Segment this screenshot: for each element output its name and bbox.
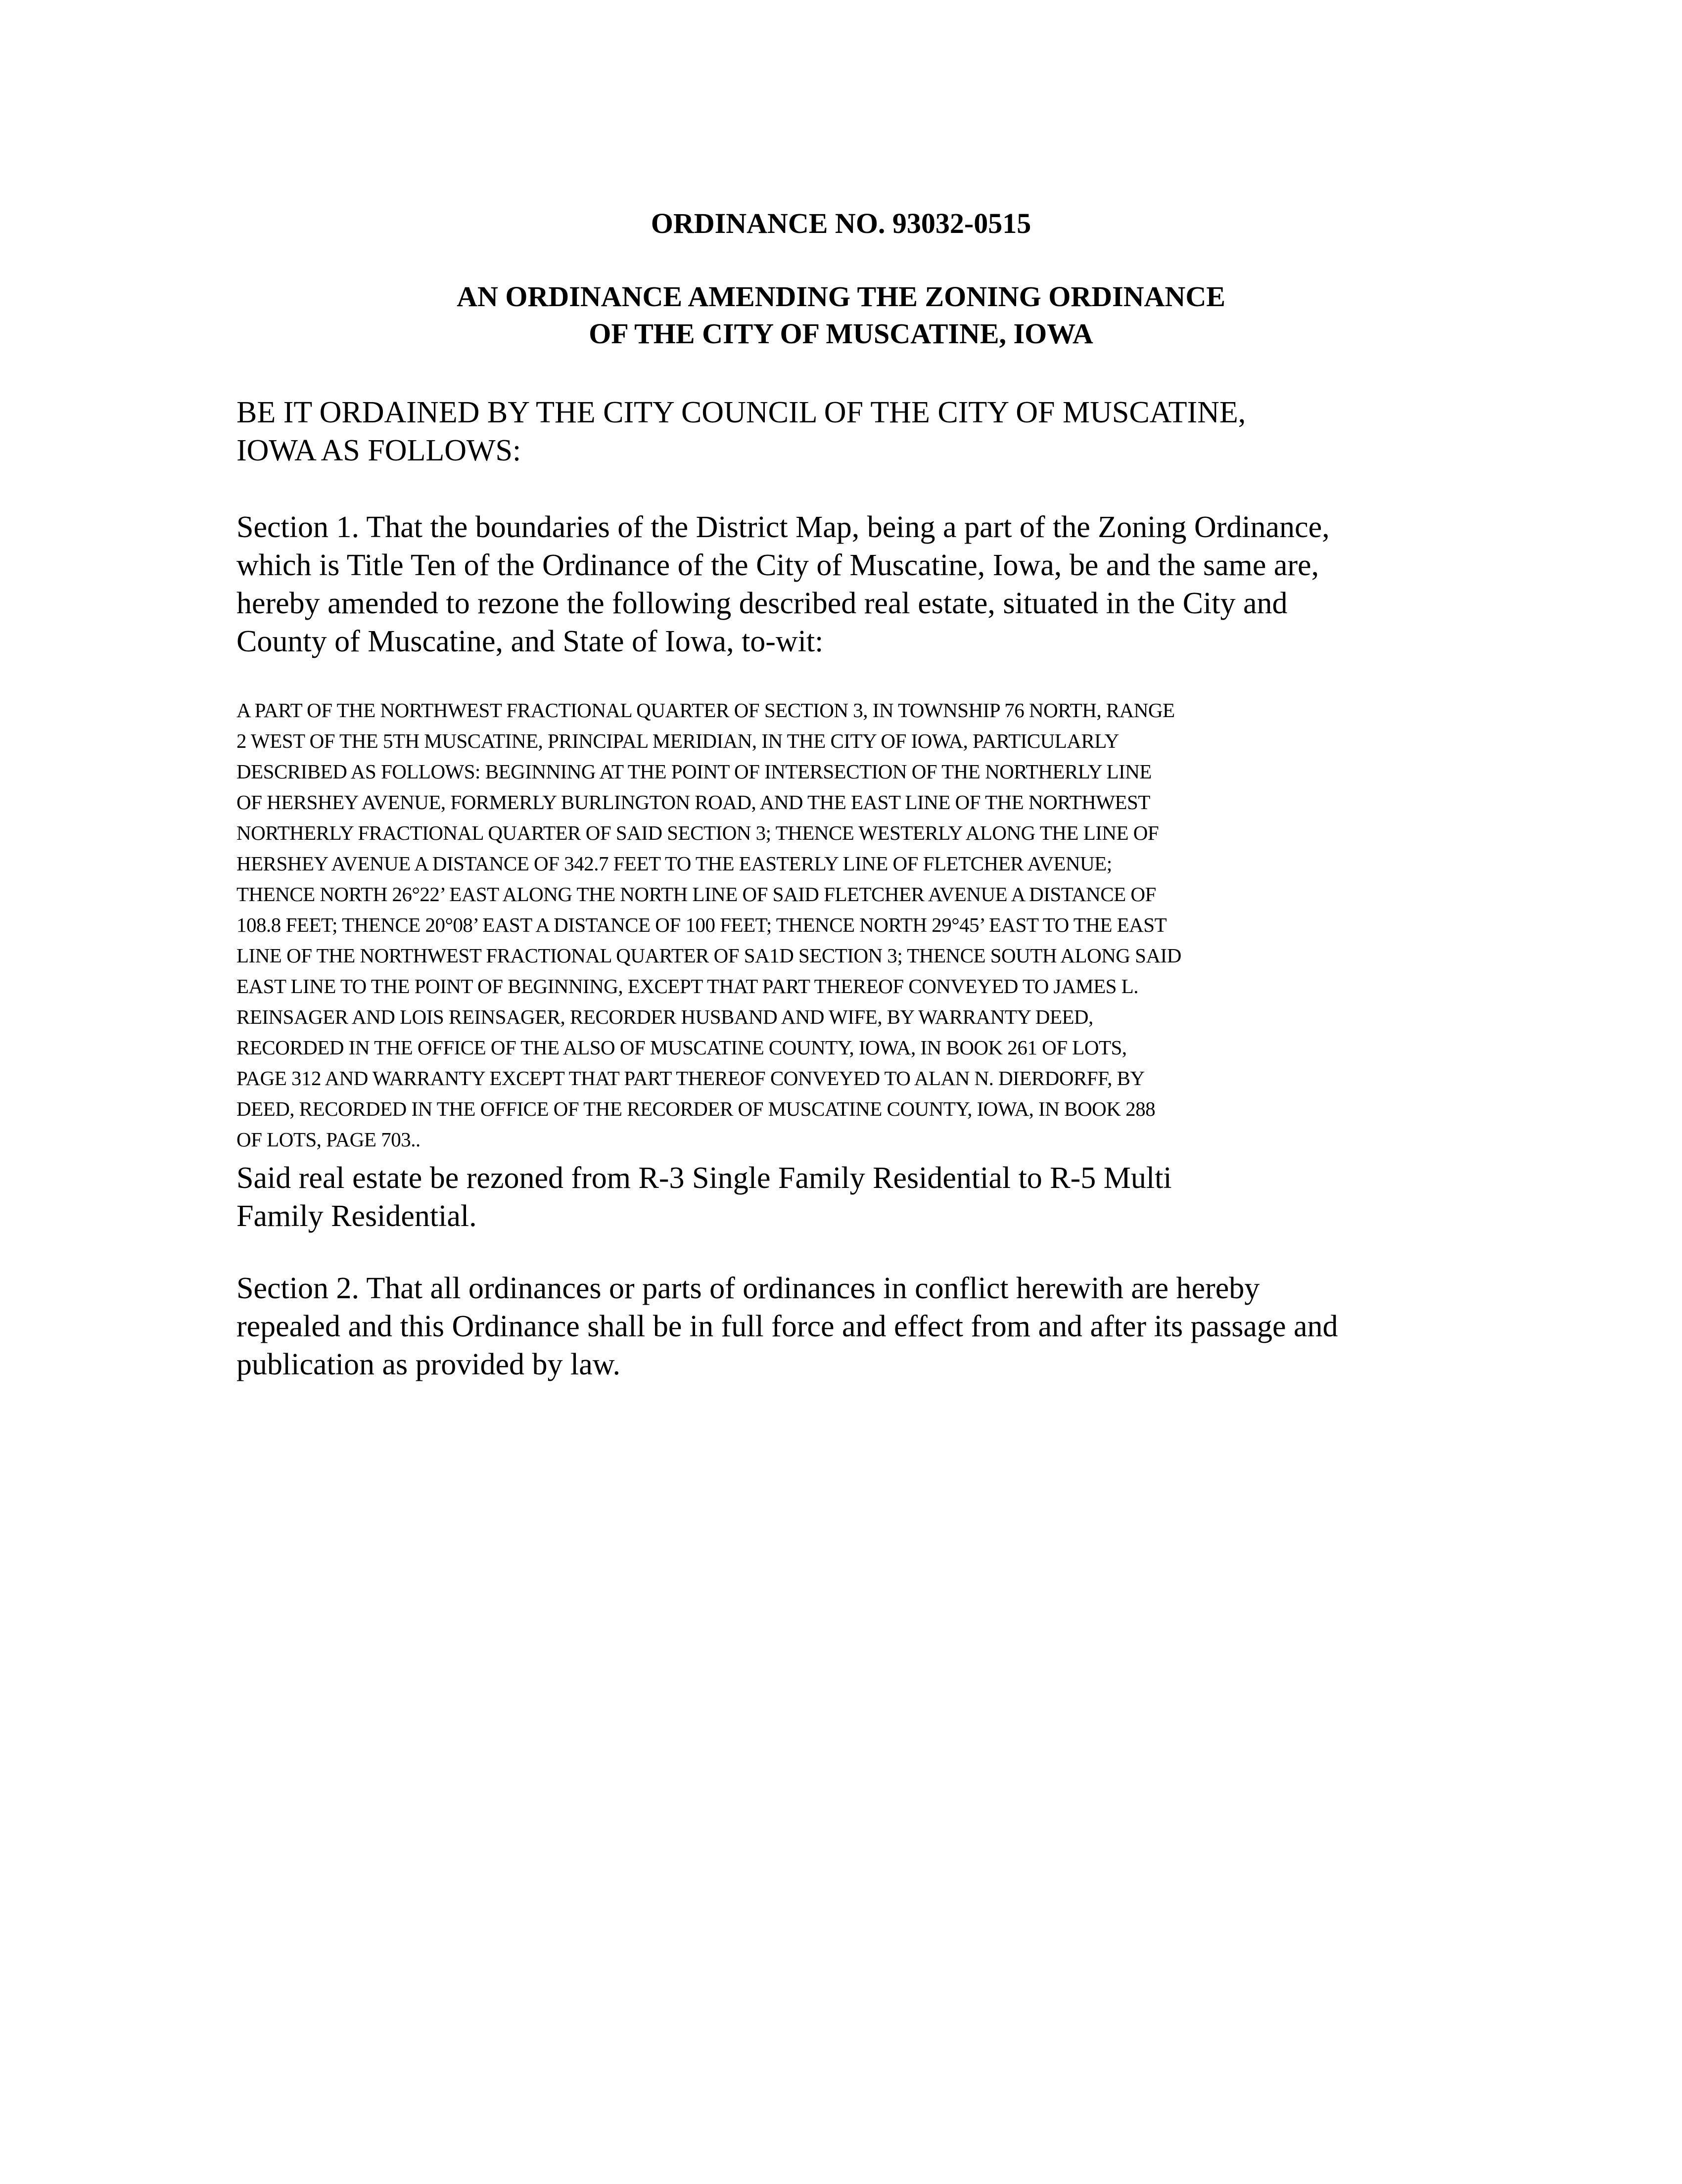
legal-description [236, 695, 1181, 1155]
legal-line: PAGE 312 AND WARRANTY EXCEPT THAT PART THEREOF CONVEYED TO ALAN N. DIERDORFF, BY [236, 1067, 1145, 1090]
legal-line: NORTHERLY FRACTIONAL QUARTER OF SAID SECTION 3; THENCE WESTERLY ALONG THE LINE OF [236, 821, 1159, 844]
text-line: hereby amended to rezone the following described real estate, situated in the City and [236, 587, 1288, 620]
text-line: Section 1. That the boundaries of the District Map, being a part of the Zoning Ordinance, [236, 510, 1330, 544]
ordinance-number-title: ORDINANCE NO. 93032-0515 [651, 207, 1031, 239]
rezone-statement [236, 1159, 1172, 1235]
enacting-clause [236, 394, 1246, 470]
text-line: publication as provided by law. [236, 1348, 620, 1381]
legal-line: 2 WEST OF THE 5TH MUSCATINE, PRINCIPAL MERIDIAN, IN THE CITY OF IOWA, PARTICULARLY [236, 729, 1119, 752]
legal-line: REINSAGER AND LOIS REINSAGER, RECORDER HUSBAND AND WIFE, BY WARRANTY DEED, [236, 1005, 1093, 1028]
text-line: IOWA AS FOLLOWS: [236, 434, 521, 467]
legal-line: RECORDED IN THE OFFICE OF THE ALSO OF MUSCATINE COUNTY, IOWA, IN BOOK 261 OF LOTS, [236, 1036, 1127, 1059]
legal-line: EAST LINE TO THE POINT OF BEGINNING, EXCEPT THAT PART THEREOF CONVEYED TO JAMES L. [236, 975, 1138, 998]
legal-line: OF LOTS, PAGE 703.. [236, 1128, 420, 1151]
text-line: repealed and this Ordinance shall be in full force and effect from and after its passage and [236, 1310, 1338, 1343]
text-line: BE IT ORDAINED BY THE CITY COUNCIL OF THE CITY OF MUSCATINE, [236, 396, 1246, 429]
text-line: Said real estate be rezoned from R-3 Single Family Residential to R-5 Multi [236, 1161, 1172, 1195]
legal-line: HERSHEY AVENUE A DISTANCE OF 342.7 FEET TO THE EASTERLY LINE OF FLETCHER AVENUE; [236, 852, 1112, 875]
text-line: Family Residential. [236, 1199, 477, 1233]
ordinance-subtitle-line-2: OF THE CITY OF MUSCATINE, IOWA [589, 318, 1093, 350]
section-1-paragraph [236, 508, 1330, 661]
ordinance-subtitle-line-1: AN ORDINANCE AMENDING THE ZONING ORDINANCE [457, 280, 1225, 313]
legal-line: DESCRIBED AS FOLLOWS: BEGINNING AT THE POINT OF INTERSECTION OF THE NORTHERLY LINE [236, 760, 1152, 783]
legal-line: OF HERSHEY AVENUE, FORMERLY BURLINGTON ROAD, AND THE EAST LINE OF THE NORTHWEST [236, 791, 1150, 814]
legal-line: THENCE NORTH 26°22’ EAST ALONG THE NORTH LINE OF SAID FLETCHER AVENUE A DISTANCE OF [236, 883, 1156, 906]
text-line: Section 2. That all ordinances or parts of ordinances in conflict herewith are hereby [236, 1272, 1260, 1305]
legal-line: A PART OF THE NORTHWEST FRACTIONAL QUARTER OF SECTION 3, IN TOWNSHIP 76 NORTH, RANGE [236, 699, 1175, 722]
legal-line: 108.8 FEET; THENCE 20°08’ EAST A DISTANCE OF 100 FEET; THENCE NORTH 29°45’ EAST TO THE EAST [236, 913, 1167, 936]
text-line: which is Title Ten of the Ordinance of the City of Muscatine, Iowa, be and the same are, [236, 548, 1319, 582]
legal-line: LINE OF THE NORTHWEST FRACTIONAL QUARTER OF SA1D SECTION 3; THENCE SOUTH ALONG SAID [236, 944, 1181, 967]
text-line: County of Muscatine, and State of Iowa, to-wit: [236, 625, 824, 658]
legal-line: DEED, RECORDED IN THE OFFICE OF THE RECORDER OF MUSCATINE COUNTY, IOWA, IN BOOK 288 [236, 1097, 1156, 1120]
section-2-paragraph [236, 1270, 1338, 1384]
